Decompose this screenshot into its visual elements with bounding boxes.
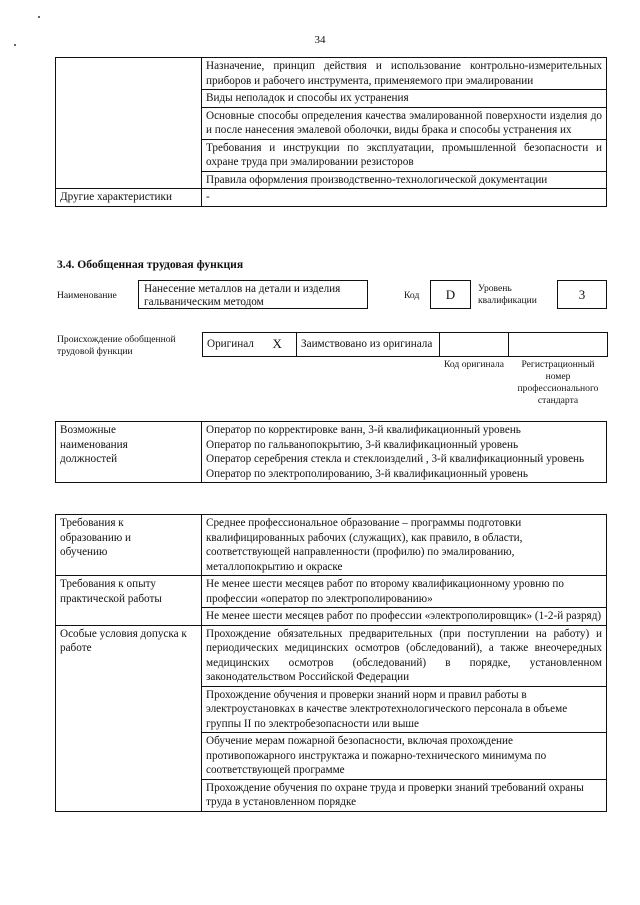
education-label-text: Требования к образованию и обучению [60,517,132,558]
table-cell-empty [56,58,202,189]
knowledge-item: Требования и инструкции по эксплуатации, промышленной безопасности и охране труда при эмалировании резисторов [202,139,607,171]
position-item: Оператор серебрения стекла и стеклоизделий , 3-й квалификационный уровень [206,453,585,465]
code-label: Код [404,290,420,301]
position-item: Оператор по электрополированию, 3-й квалификационный уровень [206,467,528,480]
experience-label-text: Требования к опыту практической работы [60,578,162,605]
scan-speck [14,44,16,46]
code-original-cell [440,333,509,357]
page-number: 34 [314,34,326,46]
level-label: Уровень квалификации [478,283,537,306]
position-item: Оператор по гальванопокрытию, 3-й квалификационный уровень [206,438,519,451]
table-row [56,189,607,207]
code-original-label: Код оригинала [443,359,505,370]
table-row [56,625,607,686]
reg-number-cell [509,333,608,357]
special-condition-item: Прохождение обязательных предварительных (при поступлении на работу) и периодических медицинских осмотров (обследований), а также внеочередных медицинских осмотров (обследований) в порядке, установленном законодательством Российской Федерации [202,625,607,686]
positions-table [55,421,607,483]
special-conditions-label: Особые условия допуска к работе [56,625,202,811]
borrowed-label: Заимствовано из оригинала [297,333,440,357]
education-label [56,515,202,576]
section-title: 3.4. Обобщенная трудовая функция [57,258,244,271]
experience-label [56,576,202,626]
knowledge-table [55,57,607,207]
special-condition-item: Обучение мерам пожарной безопасности, включая прохождение противопожарного инструктажа и пожарно-технического минимума по соответствующей программе [202,733,607,780]
knowledge-item: Назначение, принцип действия и использование контрольно-измерительных приборов и рабочего инструмента, применяемого при эмалировании [202,58,607,90]
code-value: D [430,280,471,309]
knowledge-item: Виды неполадок и способы их устранения [202,90,607,108]
original-mark: X [259,333,297,357]
name-value: Нанесение металлов на детали и изделия гальваническим методом [138,280,368,309]
knowledge-item: Основные способы определения качества эмалированной поверхности изделия до и после нанесения эмалевой оболочки, виды брака и способы устранения их [202,107,607,139]
experience-item: Не менее шести месяцев работ по профессии «электрополировщик» (1-2-й разряд) [202,608,607,626]
other-characteristics-value: - [202,189,607,207]
positions-list [202,422,607,483]
other-characteristics-label: Другие характеристики [56,189,202,207]
position-item: Оператор по корректировке ванн, 3-й квалификационный уровень [206,424,521,436]
name-label: Наименование [57,290,117,301]
origin-table [202,332,608,357]
special-condition-item: Прохождение обучения по охране труда и проверки знаний требований охраны труда в установленном порядке [202,779,607,811]
special-condition-item: Прохождение обучения и проверки знаний норм и правил работы в электроустановках в качестве электротехнологического персонала в объеме группы II по электробезопасности или выше [202,686,607,733]
education-value: Среднее профессиональное образование – программы подготовки квалифицированных рабочих (служащих), как правило, в области, соответствующей направленности (профилю) по эмалированию, металлопокрытию и окраске [202,515,607,576]
table-row [56,576,607,608]
table-row [203,333,608,357]
table-row [56,515,607,576]
original-label: Оригинал [203,333,259,357]
level-value: 3 [557,280,607,309]
positions-label-text: Возможные наименования должностей [60,424,128,465]
table-row [56,58,607,90]
reg-number-label: Регистрационный номер профессионального стандарта [517,359,599,406]
experience-item: Не менее шести месяцев работ по второму квалификационному уровню по профессии «оператор по электрополированию» [202,576,607,608]
scan-speck [38,16,40,18]
table-row [56,422,607,483]
positions-label [56,422,202,483]
origin-label: Происхождение обобщенной трудовой функции [57,334,176,357]
knowledge-item: Правила оформления производственно-технологической документации [202,171,607,189]
requirements-table [55,514,607,812]
